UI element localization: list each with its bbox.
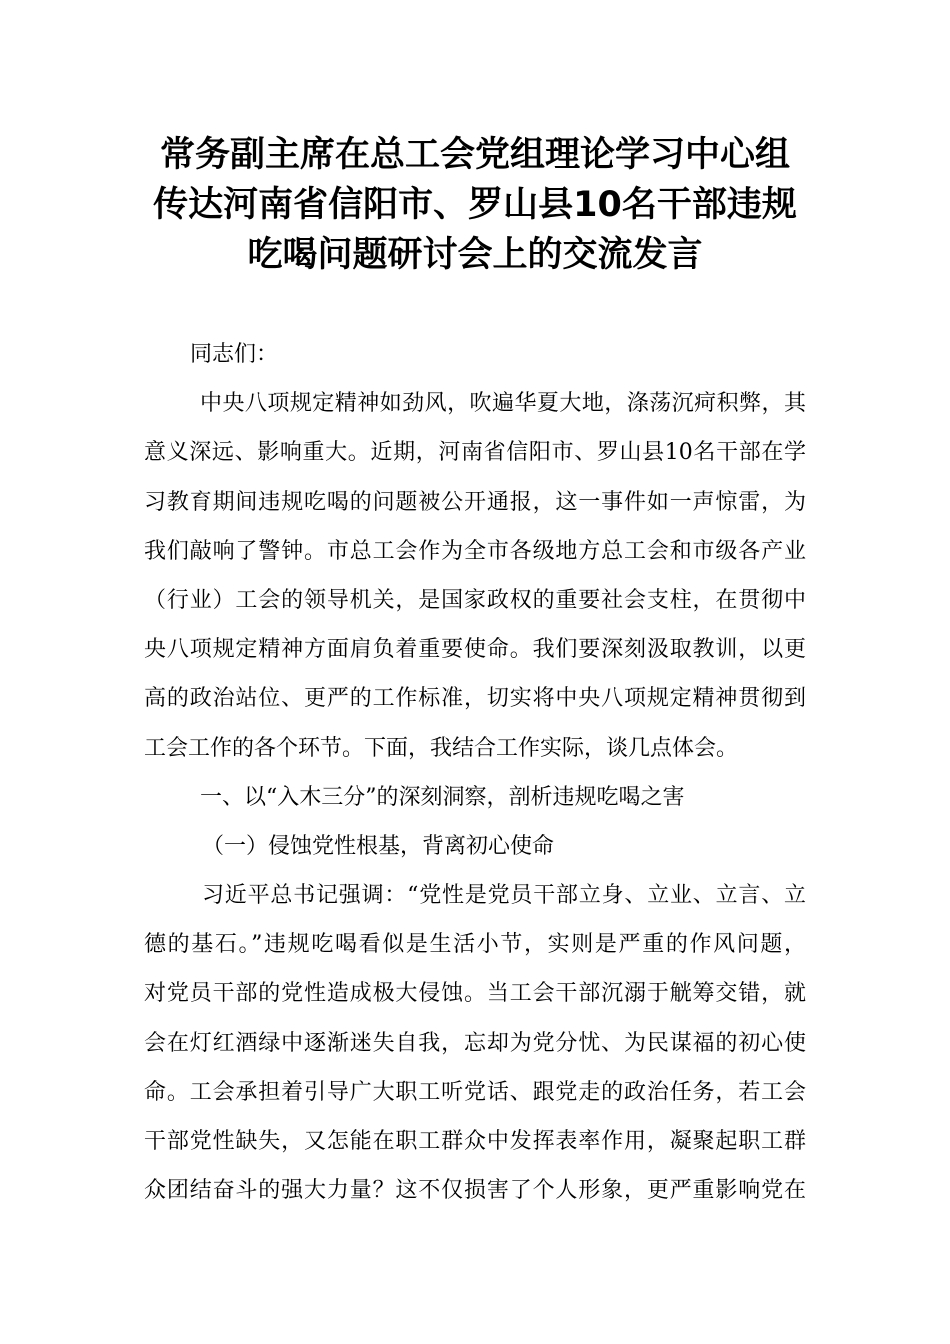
paragraph-line: 命。工会承担着引导广大职工听党话、跟党走的政治任务，若工会 [144,1079,806,1105]
paragraph-line: 对党员干部的党性造成极大侵蚀。当工会干部沉溺于觥筹交错，就 [144,981,806,1007]
paragraph-line: （行业）工会的领导机关，是国家政权的重要社会支柱，在贯彻中 [144,587,806,613]
paragraph-1 [144,379,806,773]
paragraph-line: 工会工作的各个环节。下面，我结合工作实际，谈几点体会。 [144,735,739,761]
subsection-heading: （一）侵蚀党性根基，背离初心使命 [202,833,555,859]
paragraph-line: 我们敲响了警钟。市总工会作为全市各级地方总工会和市级各产业 [144,538,806,564]
paragraph-line: 德的基石。”违规吃喝看似是生活小节，实则是严重的作风问题， [144,932,806,958]
paragraph-line: 高的政治站位、更严的工作标准，切实将中央八项规定精神贯彻到 [144,686,806,712]
paragraph-line: 会在灯红酒绿中逐渐迷失自我，忘却为党分忧、为民谋福的初心使 [144,1030,806,1056]
title-line-1: 常务副主席在总工会党组理论学习中心组 [159,135,790,175]
document-body [144,330,806,1215]
paragraph-line: 央八项规定精神方面肩负着重要使命。我们要深刻汲取教训，以更 [144,637,806,663]
paragraph-line: 众团结奋斗的强大力量？这不仅损害了个人形象，更严重影响党在 [144,1178,806,1204]
paragraph-line: 意义深远、影响重大。近期，河南省信阳市、罗山县10名干部在学 [144,440,806,466]
document-title [120,130,830,280]
paragraph-line: 中央八项规定精神如劲风，吹遍华夏大地，涤荡沉疴积弊，其 [200,391,806,417]
paragraph-line: 习教育期间违规吃喝的问题被公开通报，这一事件如一声惊雷，为 [144,489,806,515]
paragraph-2 [144,871,806,1215]
salutation: 同志们： [190,342,279,367]
title-line-3: 吃喝问题研讨会上的交流发言 [247,235,703,275]
paragraph-line: 习近平总书记强调：“党性是党员干部立身、立业、立言、立 [202,883,806,909]
title-line-2: 传达河南省信阳市、罗山县10名干部违规 [153,185,797,225]
paragraph-line: 干部党性缺失，又怎能在职工群众中发挥表率作用，凝聚起职工群 [144,1129,806,1154]
section-heading: 一、以“入木三分”的深刻洞察，剖析违规吃喝之害 [200,784,685,810]
